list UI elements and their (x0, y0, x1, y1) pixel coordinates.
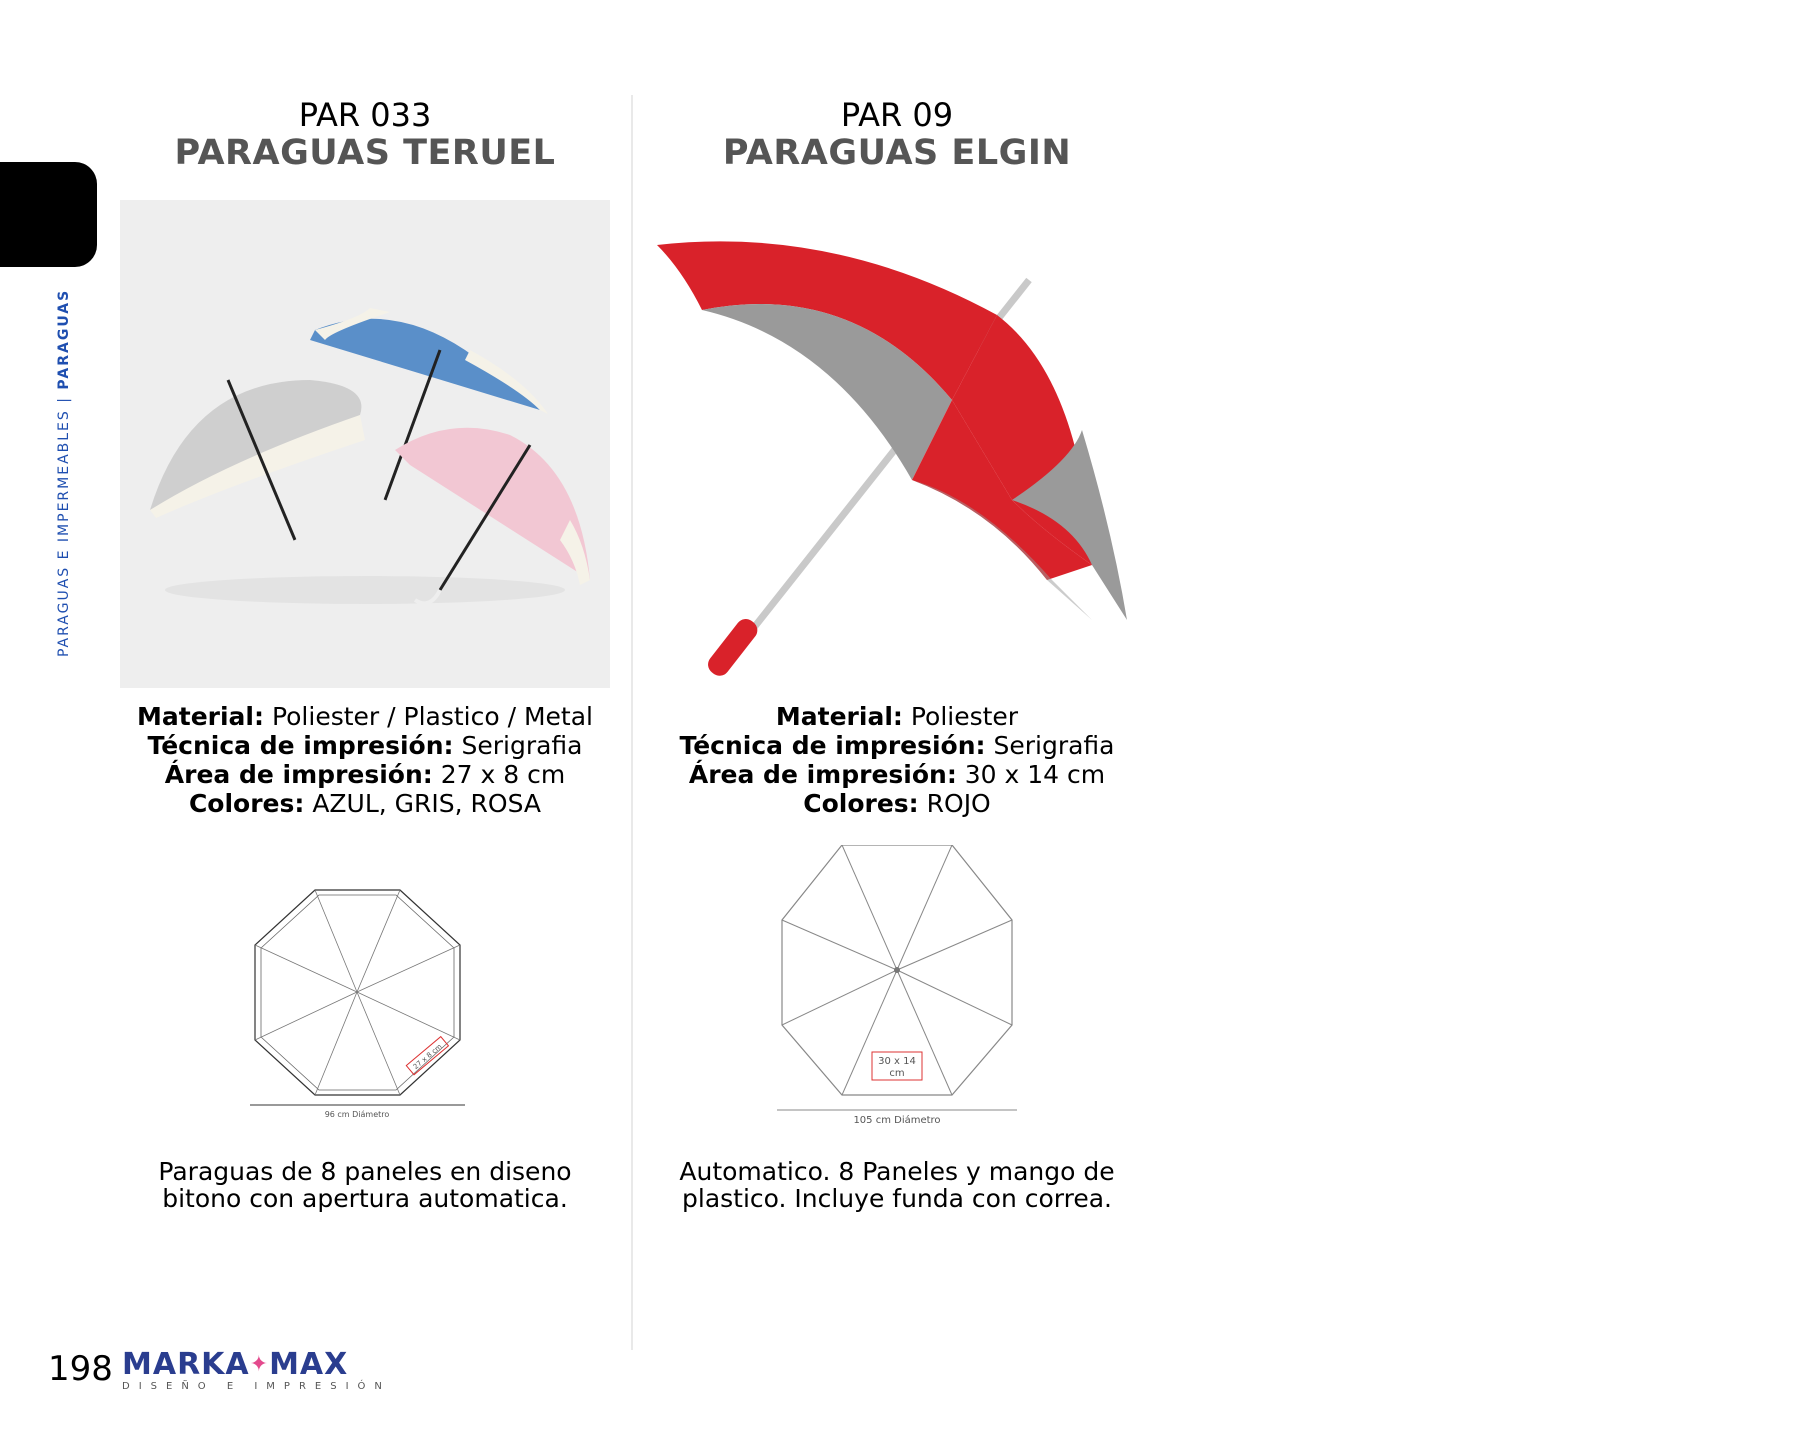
spec-material: Material: Poliester (775, 702, 1019, 731)
spec-material: Material: Poliester / Plastico / Metal (137, 702, 593, 731)
umbrella-diagram (767, 845, 1027, 1125)
spec-technique: Técnica de impresión: Serigrafia (679, 731, 1115, 760)
diameter-label: 96 cm Diámetro (324, 1110, 390, 1119)
page-number: 198 (48, 1349, 113, 1389)
umbrella-diagram (235, 845, 495, 1125)
diameter-label: 105 cm Diámetro (853, 1115, 941, 1125)
brand-name: MARKA✦MAX (122, 1347, 349, 1382)
product-code: PAR 033 (298, 96, 432, 134)
product-description: Automatico. 8 Paneles y mango de plastico. Incluye funda con correa. (679, 1157, 1115, 1213)
red-gray-umbrella-illustration (652, 200, 1142, 688)
product-name: PARAGUAS TERUEL (174, 133, 556, 173)
product-specs (652, 702, 1142, 818)
umbrellas-illustration (120, 200, 610, 688)
octagon-diagram-teruel (235, 845, 495, 1125)
spec-area: Área de impresión: 30 x 14 cm (688, 760, 1106, 789)
spec-colors: Colores: AZUL, GRIS, ROSA (188, 789, 542, 818)
section-separator: | (56, 396, 72, 403)
octagon-diagram-elgin (767, 845, 1027, 1125)
section-name: PARAGUAS E IMPERMEABLES (56, 409, 72, 657)
print-area-label: 30 x 14 (878, 1056, 916, 1067)
subsection-name: PARAGUAS (56, 288, 72, 390)
product-name: PARAGUAS ELGIN (722, 133, 1072, 173)
product-photo-elgin (652, 200, 1142, 688)
print-area-unit: cm (889, 1068, 905, 1079)
brand-logo (122, 1349, 391, 1393)
product-description: Paraguas de 8 paneles en diseno bitono con apertura automatica. (158, 1157, 572, 1213)
section-side-label (56, 289, 72, 657)
product-photo-teruel (120, 200, 610, 688)
product-code: PAR 09 (840, 96, 954, 134)
spec-colors: Colores: ROJO (803, 789, 991, 818)
print-area-label: 27 x 8 cm (411, 1042, 444, 1072)
star-icon: ✦ (249, 1352, 270, 1377)
column-divider (631, 95, 633, 1350)
product-specs (120, 702, 610, 818)
spec-area: Área de impresión: 27 x 8 cm (164, 760, 566, 789)
spec-technique: Técnica de impresión: Serigrafia (147, 731, 583, 760)
brand-tagline: DISEÑO E IMPRESIÓN (122, 1381, 391, 1392)
section-tab-block (0, 162, 97, 267)
